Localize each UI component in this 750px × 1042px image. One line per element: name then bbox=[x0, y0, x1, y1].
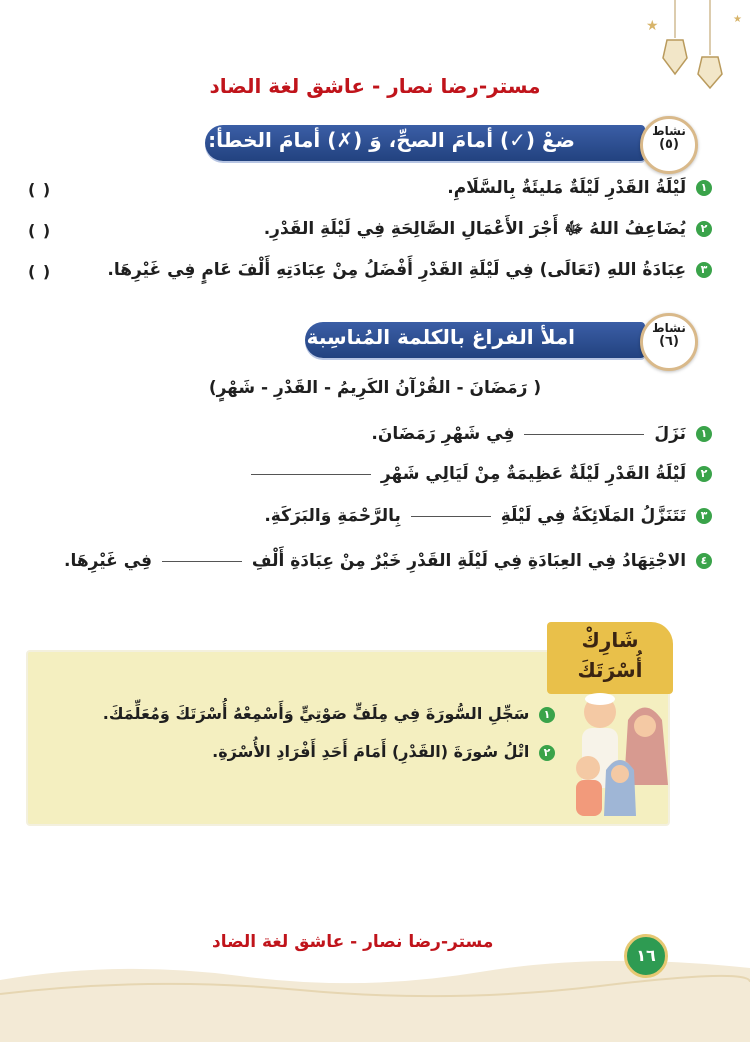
answer-box[interactable]: ( ) bbox=[28, 180, 52, 199]
statement-text: يُضَاعِفُ اللهُ ﷻ أَجْرَ الأَعْمَالِ الصَّالِحَةِ فِي لَيْلَةِ القَدْرِ. bbox=[263, 219, 687, 239]
item-number: ٣ bbox=[696, 262, 712, 278]
activity6-title: املأ الفراغ بالكلمة المُناسِبة: bbox=[298, 325, 575, 349]
list-item bbox=[247, 458, 712, 490]
list-item bbox=[212, 742, 555, 761]
word-bank: ( رَمَضَانَ - القُرْآنُ الكَرِيمُ - القَدْرِ - شَهْرٍ) bbox=[208, 378, 542, 398]
item-number: ٢ bbox=[696, 221, 712, 237]
list-item bbox=[371, 418, 712, 450]
item-number: ١ bbox=[696, 180, 712, 196]
activity-number: (٥) bbox=[659, 137, 679, 152]
item-number: ١ bbox=[696, 426, 712, 442]
item-number: ٢ bbox=[696, 466, 712, 482]
activity-label: نشاط bbox=[652, 124, 686, 138]
sentence-end: بِالرَّحْمَةِ وَالبَرَكَةِ. bbox=[264, 506, 401, 526]
activity5-title-bar bbox=[205, 125, 645, 161]
item-number: ١ bbox=[539, 707, 555, 723]
share-family-tag bbox=[547, 622, 673, 694]
answer-box[interactable]: ( ) bbox=[28, 221, 52, 240]
list-item bbox=[264, 213, 712, 245]
sentence-end: فِي غَيْرِهَا. bbox=[64, 551, 153, 571]
blank-field[interactable] bbox=[411, 516, 491, 517]
sentence-start: لَيْلَةُ القَدْرِ لَيْلَةٌ عَظِيمَةٌ مِنْ لَيَالِي شَهْرِ bbox=[380, 464, 687, 484]
sentence-start: نَزَلَ bbox=[654, 424, 687, 444]
share-title-line2: أُسْرَتَكَ bbox=[577, 658, 643, 682]
activity5-title: ضعْ (✓) أمامَ الصحِّ، وَ (✗) أمامَ الخطأ: bbox=[208, 128, 575, 152]
svg-text:★: ★ bbox=[733, 14, 742, 25]
sentence-end: فِي شَهْرِ رَمَضَانَ. bbox=[371, 424, 515, 444]
item-number: ٤ bbox=[696, 553, 712, 569]
list-item bbox=[103, 704, 555, 723]
item-number: ٢ bbox=[539, 745, 555, 761]
svg-text:★: ★ bbox=[646, 18, 659, 34]
activity5-badge bbox=[640, 116, 698, 174]
page-number: ١٦ bbox=[624, 934, 668, 978]
blank-field[interactable] bbox=[524, 434, 644, 435]
footer-credit: مستر-رضا نصار - عاشق لغة الضاد bbox=[212, 932, 494, 952]
blank-field[interactable] bbox=[162, 561, 242, 562]
activity6-title-bar bbox=[298, 322, 645, 358]
answer-box[interactable]: ( ) bbox=[28, 262, 52, 281]
share-title-line1: شَارِكْ bbox=[581, 628, 639, 652]
share-instruction: سَجِّلِ السُّورَةَ فِي مِلَفٍّ صَوْتِيٍّ وَأَسْمِعْهُ أُسْرَتَكَ وَمُعَلِّمَكَ. bbox=[102, 704, 530, 723]
activity-number: (٦) bbox=[659, 334, 679, 349]
statement-text: لَيْلَةُ القَدْرِ لَيْلَةٌ مَليئَةٌ بِالسَّلَامِ. bbox=[447, 178, 687, 198]
sentence-start: الاجْتِهَادُ فِي العِبَادَةِ فِي لَيْلَةِ القَدْرِ خَيْرٌ مِنْ عِبَادَةِ أَلْفِ bbox=[251, 551, 687, 571]
sentence-start: تَتَنَزَّلُ المَلَائِكَةُ فِي لَيْلَةِ bbox=[500, 506, 687, 526]
share-instruction: اتْلُ سُورَةَ (القَدْرِ) أَمَامَ أَحَدِ أَفْرَادِ الأُسْرَةِ. bbox=[212, 742, 530, 761]
activity6-badge bbox=[640, 313, 698, 371]
activity-label: نشاط bbox=[652, 321, 686, 335]
family-illustration-icon bbox=[560, 690, 680, 820]
list-item bbox=[107, 254, 712, 286]
header-credit: مستر-رضا نصار - عاشق لغة الضاد bbox=[209, 74, 541, 98]
list-item bbox=[264, 500, 712, 532]
item-number: ٣ bbox=[696, 508, 712, 524]
blank-field[interactable] bbox=[251, 474, 371, 475]
list-item bbox=[64, 545, 712, 577]
statement-text: عِبَادَةُ اللهِ (تَعَالَى) فِي لَيْلَةِ القَدْرِ أَفْضَلُ مِنْ عِبَادَتِهِ أَلْفَ عَامٍ فِي غَيْرِهَا. bbox=[107, 260, 687, 280]
list-item bbox=[447, 172, 712, 204]
